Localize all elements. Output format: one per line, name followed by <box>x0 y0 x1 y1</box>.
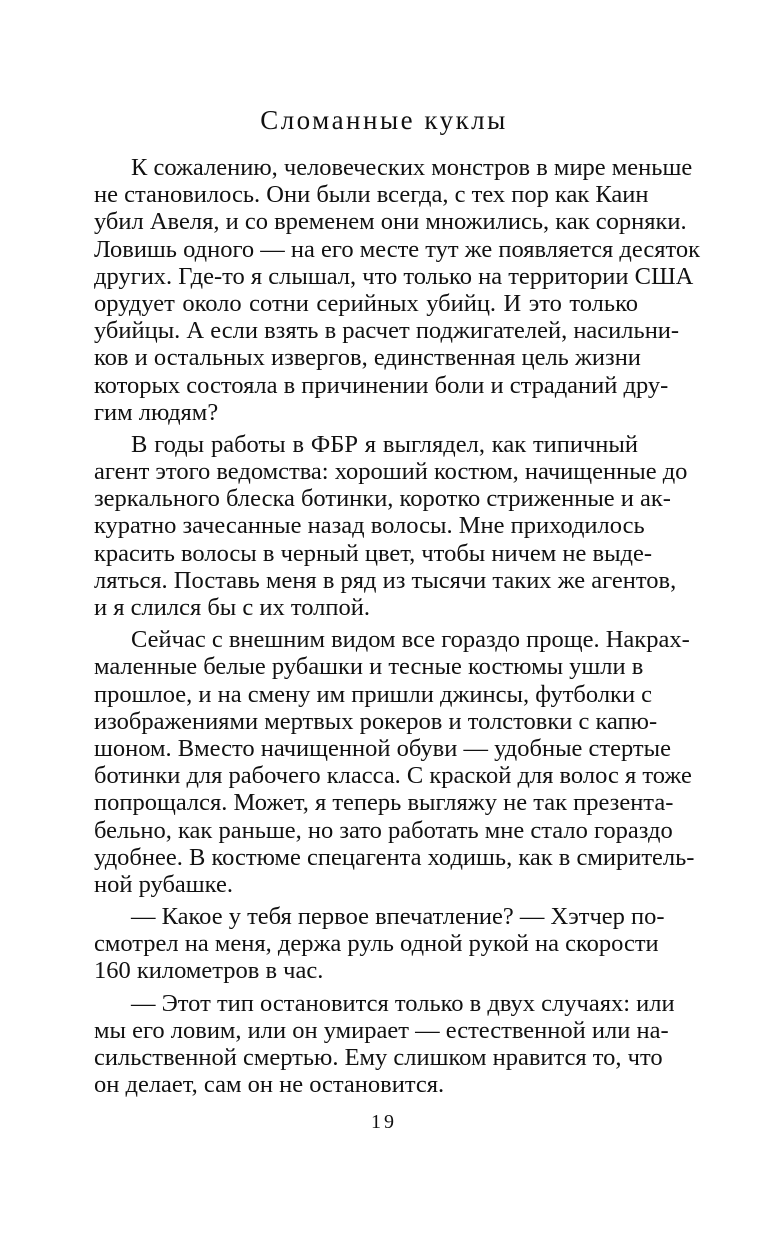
text-line: других. Где-то я слышал, что только на территории США <box>94 262 694 290</box>
text-line: которых состояла в причинении боли и страданий дру- <box>94 371 669 399</box>
text-line: изображениями мертвых рокеров и толстовки с капю- <box>94 707 658 735</box>
text-line: К сожалению, человеческих монстров в мире меньше <box>131 154 693 181</box>
text-line: ботинки для рабочего класса. С краской для волос я тоже <box>94 762 692 790</box>
text-line: ков и остальных извергов, единственная цель жизни <box>94 344 641 372</box>
paragraph-4 <box>94 903 665 985</box>
text-line: — Какое у тебя первое впечатление? — Хэтчер по- <box>131 903 665 931</box>
text-line: — Этот тип остановится только в двух случаях: или <box>131 989 675 1017</box>
text-line: убил Авеля, и со временем они множились, как сорняки. <box>94 208 687 236</box>
body-text <box>94 154 701 1099</box>
text-line: 160 километров в час. <box>94 957 324 985</box>
text-line: маленные белые рубашки и тесные костюмы ушли в <box>94 653 644 681</box>
running-head: Сломанные куклы <box>260 105 508 135</box>
paragraph-1 <box>94 154 701 426</box>
paragraph-5 <box>94 989 675 1099</box>
text-line: прошлое, и на смену им пришли джинсы, футболки с <box>94 680 653 708</box>
text-line: красить волосы в черный цвет, чтобы ничем не выде- <box>94 539 653 567</box>
text-line: ляться. Поставь меня в ряд из тысячи таких же агентов, <box>94 566 677 594</box>
text-line: он делает, сам он не остановится. <box>94 1071 445 1099</box>
text-line: убийцы. А если взять в расчет поджигателей, насильни- <box>94 317 680 345</box>
paragraph-2 <box>94 430 688 621</box>
text-line: В годы работы в ФБР я выглядел, как типичный <box>131 430 638 458</box>
text-line: агент этого ведомства: хороший костюм, начищенные до <box>94 458 688 486</box>
text-line: смотрел на меня, держа руль одной рукой на скорости <box>94 930 659 958</box>
text-line: Сейчас с внешним видом все гораздо проще. Накрах- <box>131 626 690 654</box>
text-line: ной рубашке. <box>94 870 233 898</box>
page-number: 19 <box>371 1111 397 1133</box>
text-line: удобнее. В костюме спецагента ходишь, как в смиритель- <box>94 843 695 871</box>
text-line: куратно зачесанные назад волосы. Мне приходилось <box>94 512 645 540</box>
text-line: шоном. Вместо начищенной обуви — удобные стертые <box>94 734 671 762</box>
paragraph-3 <box>94 626 695 898</box>
text-line: и я слился бы с их толпой. <box>94 594 371 621</box>
text-line: орудует около сотни серийных убийц. И это только <box>94 289 638 317</box>
text-line: не становилось. Они были всегда, с тех пор как Каин <box>94 181 649 209</box>
text-line: Ловишь одного — на его месте тут же появляется десяток <box>94 235 701 263</box>
text-line: бельно, как раньше, но зато работать мне стало гораздо <box>94 816 673 844</box>
text-line: сильственной смертью. Ему слишком нравится то, что <box>94 1044 663 1071</box>
text-line: попрощался. Может, я теперь выгляжу не так презента- <box>94 789 674 817</box>
text-line: мы его ловим, или он умирает — естественной или на- <box>94 1016 669 1044</box>
text-line: гим людям? <box>94 398 219 426</box>
text-line: зеркального блеска ботинки, коротко стриженные и ак- <box>94 485 671 513</box>
